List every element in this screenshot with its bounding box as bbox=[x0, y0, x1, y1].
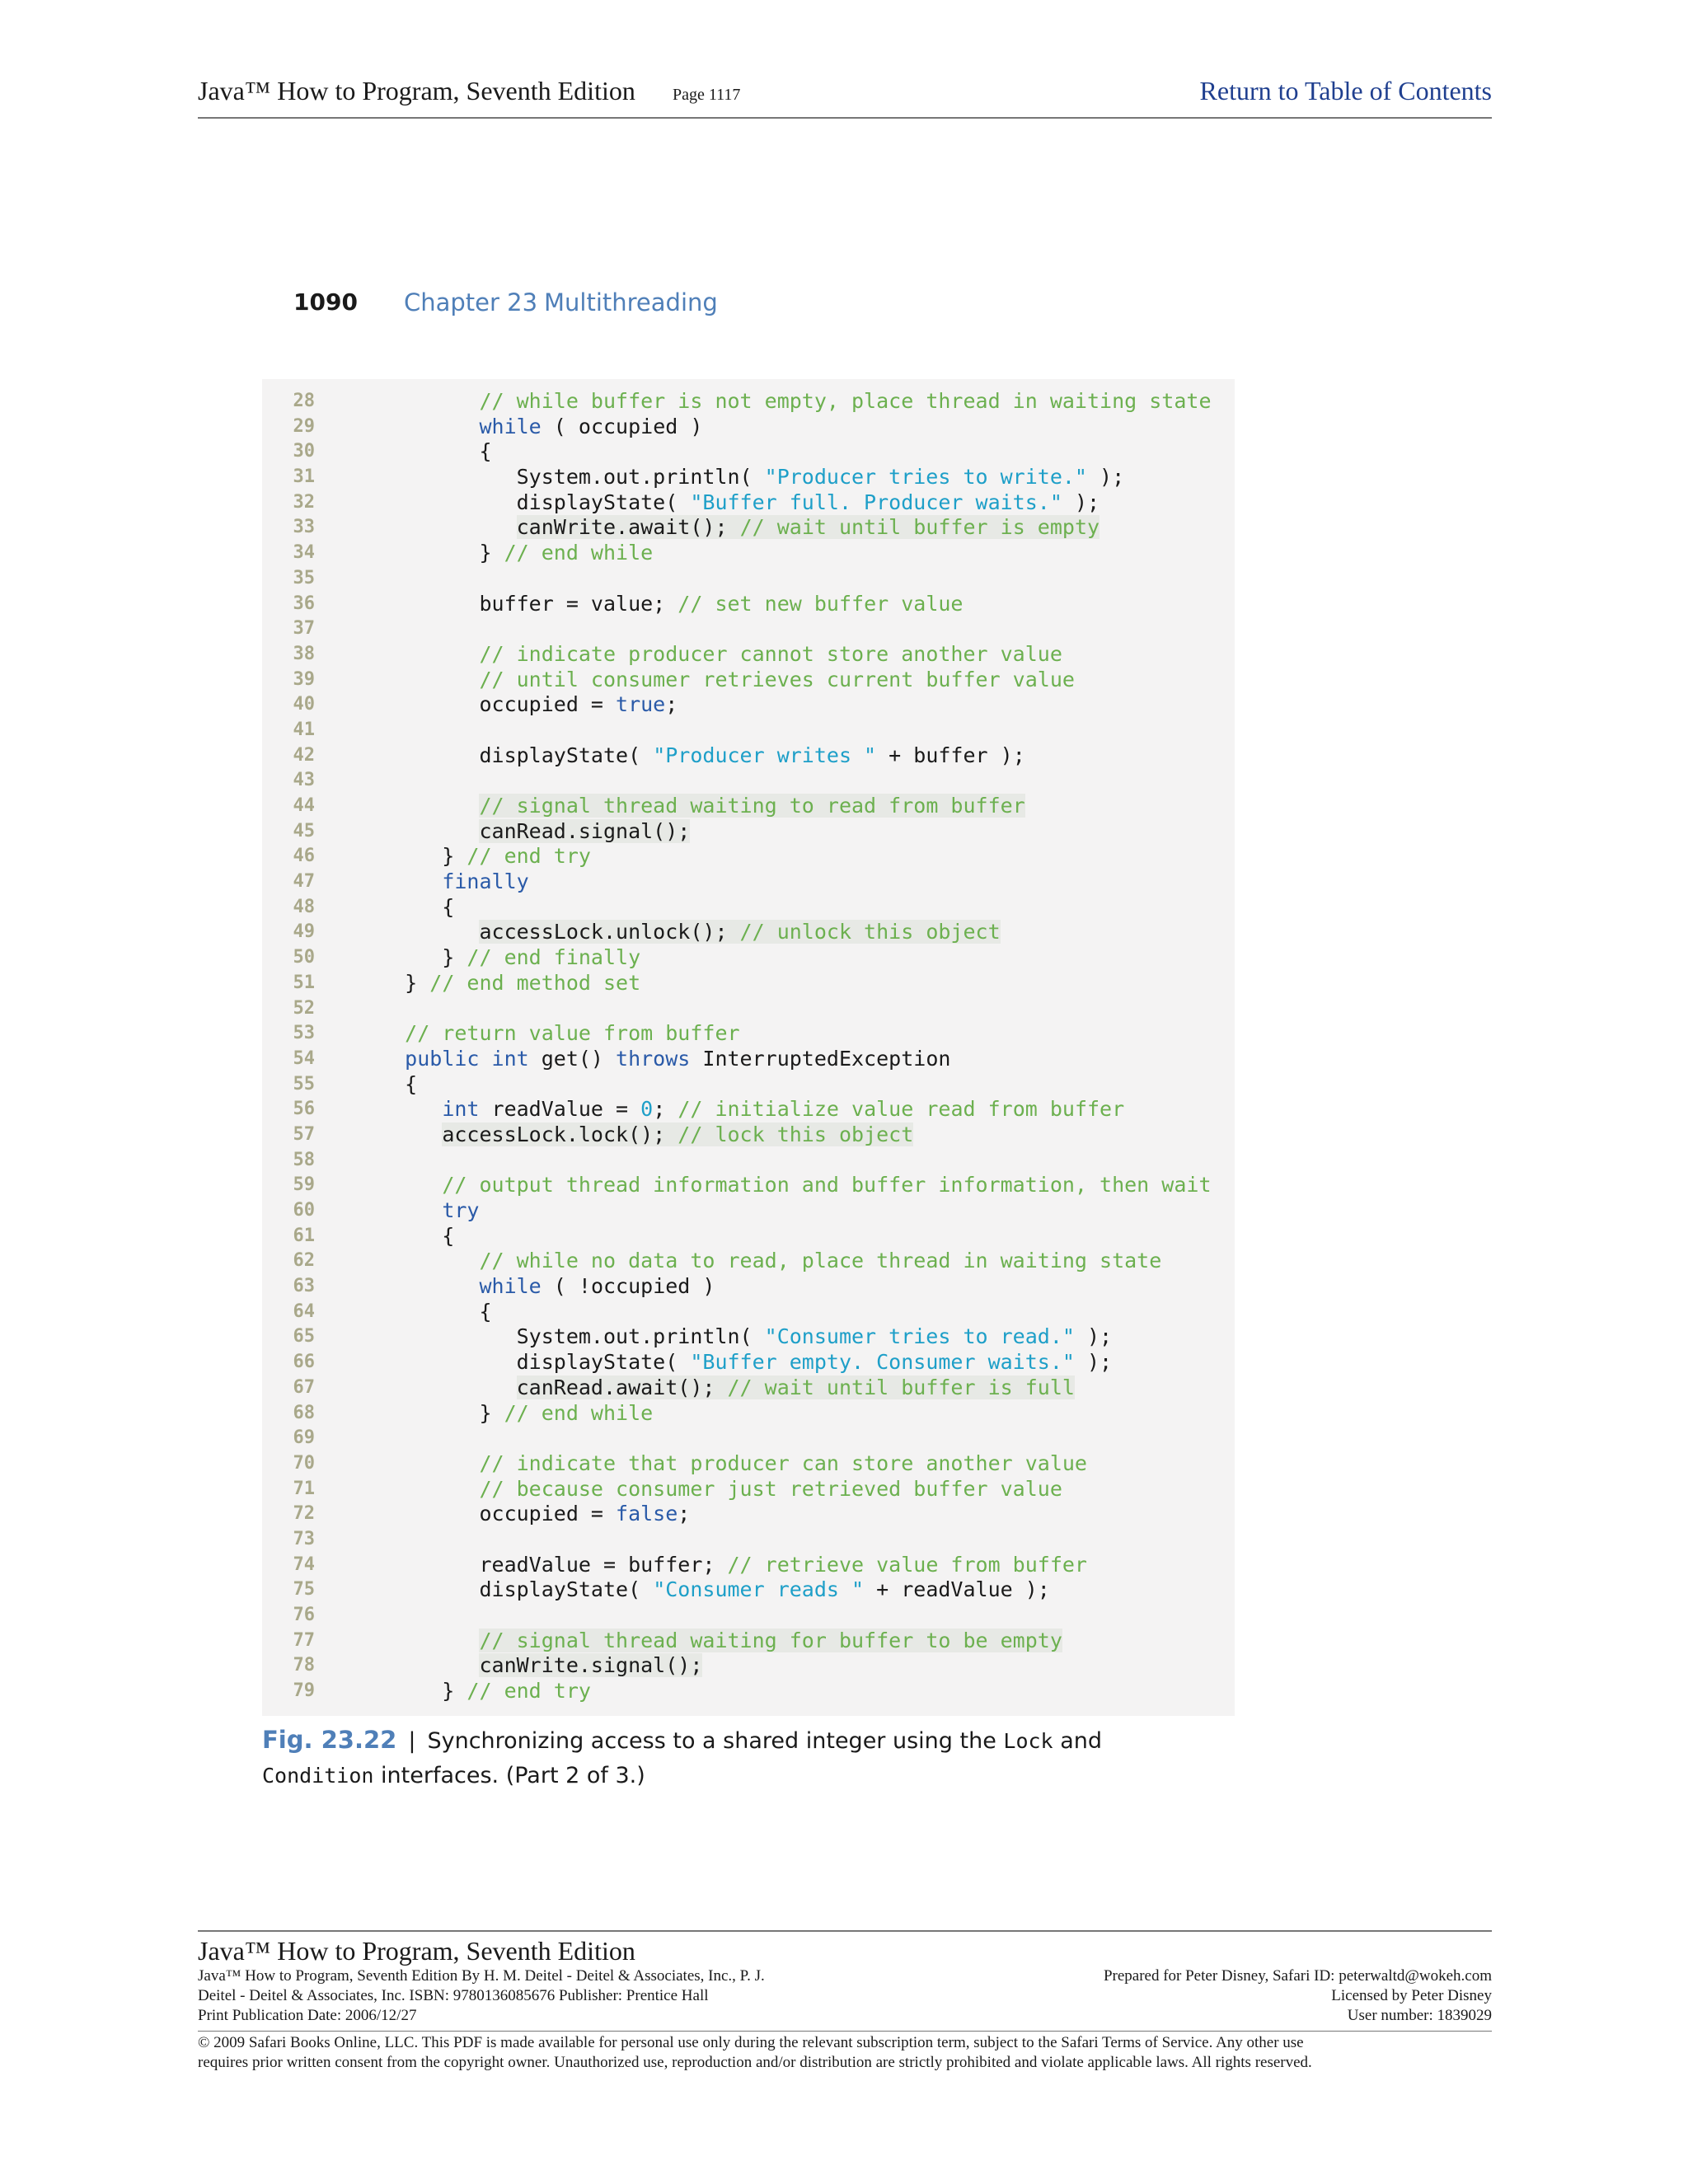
figure-caption bbox=[262, 1722, 1210, 1793]
code-line bbox=[262, 1401, 1235, 1427]
footer-right-line: User number: 1839029 bbox=[1347, 2007, 1492, 2024]
highlighted-code: canWrite.await(); // wait until buffer is empty bbox=[516, 515, 1100, 540]
code-line bbox=[262, 1603, 1235, 1629]
line-number: 35 bbox=[293, 567, 315, 588]
code-line bbox=[262, 566, 1235, 592]
line-number: 61 bbox=[293, 1225, 315, 1246]
code-text bbox=[368, 819, 690, 845]
footer-left-line: Java™ How to Program, Seventh Edition By H. M. Deitel - Deitel & Associates, Inc., P. J. bbox=[198, 1967, 765, 1985]
code-text: // indicate that producer can store another value bbox=[479, 1451, 1087, 1475]
caption-condition-code: Condition bbox=[262, 1764, 374, 1788]
code-text: int readValue = 0; // initialize value read from buffer bbox=[442, 1097, 1125, 1122]
line-number: 79 bbox=[293, 1680, 315, 1702]
line-number: 71 bbox=[293, 1478, 315, 1499]
code-text: { bbox=[368, 894, 455, 919]
code-text: while ( !occupied ) bbox=[479, 1274, 715, 1299]
code-line bbox=[262, 515, 1235, 541]
code-line bbox=[262, 642, 1235, 668]
code-line bbox=[262, 844, 1235, 869]
code-line bbox=[262, 490, 1235, 516]
caption-separator: | bbox=[408, 1728, 416, 1754]
code-line bbox=[262, 1021, 1235, 1047]
code-text: } // end try bbox=[368, 1679, 591, 1704]
code-line bbox=[262, 1249, 1235, 1274]
code-line bbox=[262, 1072, 1235, 1098]
code-line bbox=[262, 541, 1235, 566]
line-number: 29 bbox=[293, 415, 315, 437]
code-line bbox=[262, 1577, 1235, 1603]
footer-left-line: Print Publication Date: 2006/12/27 bbox=[198, 2007, 417, 2024]
code-text: } // end finally bbox=[368, 945, 641, 970]
line-number: 30 bbox=[293, 441, 315, 462]
line-number: 38 bbox=[293, 643, 315, 664]
code-text: } // end while bbox=[368, 1400, 654, 1425]
line-number: 69 bbox=[293, 1427, 315, 1449]
line-number: 64 bbox=[293, 1301, 315, 1322]
line-number: 45 bbox=[293, 820, 315, 841]
line-number: 68 bbox=[293, 1402, 315, 1423]
code-text bbox=[368, 1653, 702, 1679]
code-text: readValue = buffer; // retrieve value from buffer bbox=[368, 1552, 1087, 1577]
chapter-title: Multithreading bbox=[544, 288, 718, 316]
code-line bbox=[262, 869, 1235, 895]
code-line bbox=[262, 1224, 1235, 1249]
code-line bbox=[262, 415, 1235, 440]
code-line bbox=[262, 1451, 1235, 1477]
line-number: 51 bbox=[293, 972, 315, 993]
code-text bbox=[368, 1629, 1062, 1654]
highlighted-code: canWrite.signal(); bbox=[479, 1653, 703, 1678]
code-text bbox=[368, 1376, 1075, 1401]
line-number: 70 bbox=[293, 1452, 315, 1474]
code-line bbox=[262, 920, 1235, 945]
code-line bbox=[262, 1426, 1235, 1451]
line-number: 63 bbox=[293, 1276, 315, 1297]
line-number: 74 bbox=[293, 1554, 315, 1575]
footer-book-title: Java™ How to Program, Seventh Edition bbox=[198, 1936, 635, 1966]
line-number: 53 bbox=[293, 1023, 315, 1044]
line-number: 62 bbox=[293, 1250, 315, 1272]
code-line bbox=[262, 945, 1235, 971]
line-number: 43 bbox=[293, 770, 315, 791]
code-text: // while buffer is not empty, place thread in waiting state bbox=[479, 389, 1212, 413]
code-text: } // end while bbox=[368, 541, 654, 565]
line-number: 60 bbox=[293, 1200, 315, 1221]
code-line bbox=[262, 1198, 1235, 1224]
code-text bbox=[368, 1122, 913, 1148]
code-text: displayState( "Buffer full. Producer waits." ); bbox=[368, 490, 1100, 514]
line-number: 76 bbox=[293, 1605, 315, 1625]
code-line bbox=[262, 439, 1235, 465]
return-to-toc-link[interactable]: Return to Table of Contents bbox=[1199, 76, 1492, 105]
code-line bbox=[262, 1376, 1235, 1401]
code-text: public int get() throws InterruptedException bbox=[405, 1046, 951, 1071]
highlighted-code: // signal thread waiting to read from buffer bbox=[479, 794, 1025, 818]
code-text: // until consumer retrieves current buffer value bbox=[479, 667, 1075, 691]
figure-label: Fig. 23.22 bbox=[262, 1726, 397, 1754]
code-text: } // end method set bbox=[368, 970, 641, 995]
line-number: 66 bbox=[293, 1352, 315, 1373]
line-number: 73 bbox=[293, 1528, 315, 1549]
line-number: 39 bbox=[293, 668, 315, 690]
code-line bbox=[262, 616, 1235, 642]
code-text bbox=[368, 794, 1025, 819]
line-number: 37 bbox=[293, 618, 315, 640]
line-number: 77 bbox=[293, 1629, 315, 1651]
footer-license-info bbox=[1104, 1966, 1492, 2026]
highlighted-code: canRead.await(); // wait until buffer is full bbox=[516, 1375, 1075, 1399]
code-listing bbox=[262, 379, 1235, 1716]
code-text: finally bbox=[442, 869, 529, 894]
line-number: 52 bbox=[293, 997, 315, 1019]
code-line bbox=[262, 592, 1235, 617]
chapter-label: Chapter 23 bbox=[404, 288, 538, 316]
code-text: { bbox=[368, 1223, 455, 1248]
highlighted-code: accessLock.lock(); // lock this object bbox=[442, 1122, 914, 1146]
code-line bbox=[262, 971, 1235, 996]
code-line bbox=[262, 1679, 1235, 1704]
line-number: 31 bbox=[293, 466, 315, 488]
code-line bbox=[262, 1653, 1235, 1679]
code-text: occupied = false; bbox=[368, 1502, 691, 1526]
code-text bbox=[368, 920, 1001, 945]
highlighted-code: // signal thread waiting for buffer to be empty bbox=[479, 1628, 1062, 1652]
code-text: buffer = value; // set new buffer value bbox=[368, 591, 964, 616]
code-text: try bbox=[442, 1198, 480, 1222]
line-number: 47 bbox=[293, 871, 315, 893]
line-number: 55 bbox=[293, 1073, 315, 1094]
line-number: 36 bbox=[293, 593, 315, 614]
line-number: 40 bbox=[293, 694, 315, 715]
line-number: 28 bbox=[293, 391, 315, 411]
code-line bbox=[262, 819, 1235, 845]
code-line bbox=[262, 718, 1235, 743]
code-line bbox=[262, 1122, 1235, 1148]
line-number: 75 bbox=[293, 1579, 315, 1601]
code-line bbox=[262, 1502, 1235, 1527]
code-line bbox=[262, 1097, 1235, 1122]
line-number: 78 bbox=[293, 1655, 315, 1676]
caption-lock-code: Lock bbox=[1003, 1729, 1053, 1753]
code-line bbox=[262, 743, 1235, 769]
line-number: 48 bbox=[293, 896, 315, 917]
code-text: System.out.println( "Consumer tries to read." ); bbox=[368, 1324, 1113, 1349]
header-book-title: Java™ How to Program, Seventh Edition bbox=[198, 76, 635, 105]
code-line bbox=[262, 1553, 1235, 1578]
code-lines bbox=[262, 389, 1235, 1704]
line-number: 49 bbox=[293, 921, 315, 943]
code-line bbox=[262, 895, 1235, 921]
line-number: 56 bbox=[293, 1099, 315, 1120]
code-line bbox=[262, 1477, 1235, 1502]
code-text: { bbox=[368, 1299, 492, 1324]
code-line bbox=[262, 1527, 1235, 1553]
code-text: // indicate producer cannot store another value bbox=[479, 641, 1062, 666]
code-text: displayState( "Buffer empty. Consumer waits." ); bbox=[368, 1350, 1113, 1375]
code-line bbox=[262, 1350, 1235, 1376]
line-number: 44 bbox=[293, 795, 315, 816]
page-footer bbox=[198, 1930, 1492, 2073]
line-number: 33 bbox=[293, 517, 315, 538]
code-line bbox=[262, 1300, 1235, 1325]
line-number: 65 bbox=[293, 1326, 315, 1347]
code-line bbox=[262, 389, 1235, 415]
code-line bbox=[262, 1324, 1235, 1350]
footer-legal-line: requires prior written consent from the copyright owner. Unauthorized use, reproduction and/or distribution are strictly prohibited and violate applicable laws. All rights reserved. bbox=[198, 2054, 1312, 2071]
code-text: // output thread information and buffer information, then wait bbox=[442, 1173, 1212, 1197]
code-text: // return value from buffer bbox=[405, 1021, 740, 1046]
page-header bbox=[198, 76, 1492, 119]
code-line bbox=[262, 1047, 1235, 1072]
code-line bbox=[262, 668, 1235, 693]
line-number: 54 bbox=[293, 1047, 315, 1069]
code-line bbox=[262, 465, 1235, 490]
footer-right-line: Prepared for Peter Disney, Safari ID: peterwaltd@wokeh.com bbox=[1103, 1967, 1492, 1985]
line-number: 50 bbox=[293, 947, 315, 968]
code-text: displayState( "Consumer reads " + readValue ); bbox=[368, 1577, 1050, 1602]
line-number: 46 bbox=[293, 846, 315, 867]
footer-legal-line: © 2009 Safari Books Online, LLC. This PDF is made available for personal use only during the relevant subscription term, subject to the Safari Terms of Service. Any other use bbox=[198, 2034, 1304, 2051]
code-text: { bbox=[368, 1071, 418, 1096]
footer-copyright-notice bbox=[198, 2031, 1492, 2073]
code-line bbox=[262, 996, 1235, 1022]
footer-left-line: Deitel - Deitel & Associates, Inc. ISBN: 9780136085676 Publisher: Prentice Hall bbox=[198, 1987, 709, 2004]
header-page-reference: Page 1117 bbox=[673, 86, 741, 104]
book-page-number: 1090 bbox=[293, 288, 358, 316]
code-text: // while no data to read, place thread in waiting state bbox=[479, 1249, 1162, 1273]
code-line bbox=[262, 1629, 1235, 1654]
highlighted-code: canRead.signal(); bbox=[479, 818, 691, 843]
line-number: 57 bbox=[293, 1123, 315, 1145]
code-line bbox=[262, 692, 1235, 718]
code-text: System.out.println( "Producer tries to write." ); bbox=[368, 465, 1125, 490]
footer-right-line: Licensed by Peter Disney bbox=[1331, 1987, 1492, 2004]
code-text: while ( occupied ) bbox=[479, 414, 703, 438]
code-text: { bbox=[368, 439, 492, 464]
line-number: 42 bbox=[293, 744, 315, 766]
line-number: 72 bbox=[293, 1503, 315, 1525]
code-line bbox=[262, 794, 1235, 819]
line-number: 58 bbox=[293, 1149, 315, 1170]
code-text: displayState( "Producer writes " + buffer ); bbox=[368, 743, 1025, 767]
code-text: } // end try bbox=[368, 844, 591, 869]
code-text: // because consumer just retrieved buffer value bbox=[479, 1476, 1062, 1501]
highlighted-code: accessLock.unlock(); // unlock this object bbox=[479, 920, 1001, 944]
line-number: 41 bbox=[293, 719, 315, 740]
code-line bbox=[262, 1274, 1235, 1300]
caption-text-end: interfaces. (Part 2 of 3.) bbox=[373, 1763, 645, 1788]
line-number: 59 bbox=[293, 1174, 315, 1196]
code-line bbox=[262, 768, 1235, 794]
line-number: 32 bbox=[293, 491, 315, 513]
line-number: 67 bbox=[293, 1376, 315, 1398]
caption-and: and bbox=[1053, 1728, 1103, 1754]
caption-text: Synchronizing access to a shared integer using the bbox=[427, 1728, 1004, 1754]
code-line bbox=[262, 1148, 1235, 1174]
code-line bbox=[262, 1173, 1235, 1198]
line-number: 34 bbox=[293, 542, 315, 564]
code-text: occupied = true; bbox=[368, 692, 678, 717]
footer-publication-info bbox=[198, 1966, 765, 2026]
code-text bbox=[368, 515, 1100, 541]
